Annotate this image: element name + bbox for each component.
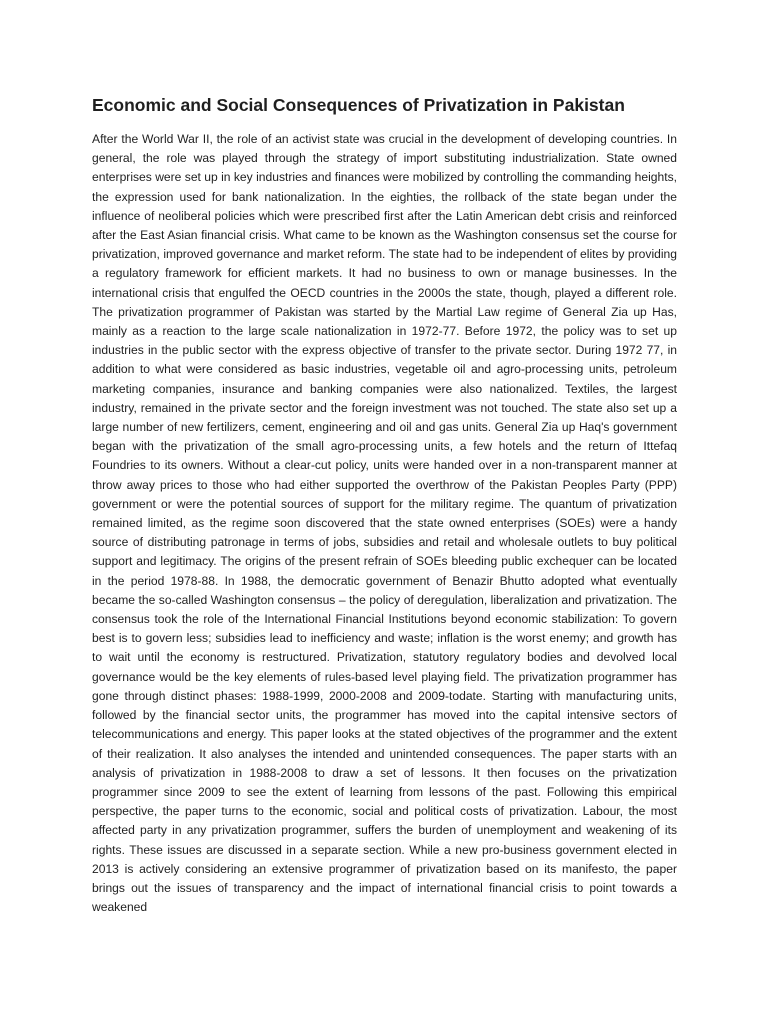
document-body-paragraph: After the World War II, the role of an activist state was crucial in the development of developing countries. In general, the role was played through the strategy of import substituting industrialization. State owned enterprises were set up in key industries and finances were mobilized by controlling the commanding heights, the expression used for bank nationalization. In the eighties, the rollback of the state began under the influence of neoliberal policies which were prescribed first after the Latin American debt crisis and reinforced after the East Asian financial crisis. What came to be known as the Washington consensus set the course for privatization, improved governance and market reform. The state had to be independent of elites by providing a regulatory framework for efficient markets. It had no business to own or manage businesses. In the international crisis that engulfed the OECD countries in the 2000s the state, though, played a different role. The privatization programmer of Pakistan was started by the Martial Law regime of General Zia up Has, mainly as a reaction to the large scale nationalization in 1972-77. Before 1972, the policy was to set up industries in the public sector with the express objective of transfer to the private sector. During 1972 77, in addition to what were considered as basic industries, vegetable oil and agro-processing units, petroleum marketing companies, insurance and banking companies were also nationalized. Textiles, the largest industry, remained in the private sector and the foreign investment was not touched. The state also set up a large number of new fertilizers, cement, engineering and oil and gas units. General Zia up Haq's government began with the privatization of the small agro-processing units, a few hotels and the return of Ittefaq Foundries to its owners. Without a clear-cut policy, units were handed over in a non-transparent manner at throw away prices to those who had either supported the overthrow of the Pakistan Peoples Party (PPP) government or were the potential sources of support for the military regime. The quantum of privatization remained limited, as the regime soon discovered that the state owned enterprises (SOEs) were a handy source of distributing patronage in terms of jobs, subsidies and retail and wholesale outlets to buy political support and legitimacy. The origins of the present refrain of SOEs bleeding public exchequer can be located in the period 1978-88. In 1988, the democratic government of Benazir Bhutto adopted what eventually became the so-called Washington consensus – the policy of deregulation, liberalization and privatization. The consensus took the role of the International Financial Institutions beyond economic stabilization: To govern best is to govern less; subsidies lead to inefficiency and waste; inflation is the worst enemy; and growth has to wait until the economy is restructured. Privatization, statutory regulatory bodies and devolved local governance would be the key elements of rules-based level playing field. The privatization programmer has gone through distinct phases: 1988-1999, 2000-2008 and 2009-todate. Starting with manufacturing units, followed by the financial sector units, the programmer has moved into the capital intensive sectors of telecommunications and energy. This paper looks at the stated objectives of the programmer and the extent of their realization. It also analyses the intended and unintended consequences. The paper starts with an analysis of privatization in 1988-2008 to draw a set of lessons. It then focuses on the privatization programmer since 2009 to see the extent of learning from lessons of the past. Following this empirical perspective, the paper turns to the economic, social and political costs of privatization. Labour, the most affected party in any privatization programmer, suffers the burden of unemployment and weakening of its rights. These issues are discussed in a separate section. While a new pro-business government elected in 2013 is actively considering an extensive programmer of privatization based on its manifesto, the paper brings out the issues of transparency and the impact of international financial crisis to point towards a weakened bbox=[92, 132, 677, 915]
document-title: Economic and Social Consequences of Privatization in Pakistan bbox=[92, 95, 625, 115]
